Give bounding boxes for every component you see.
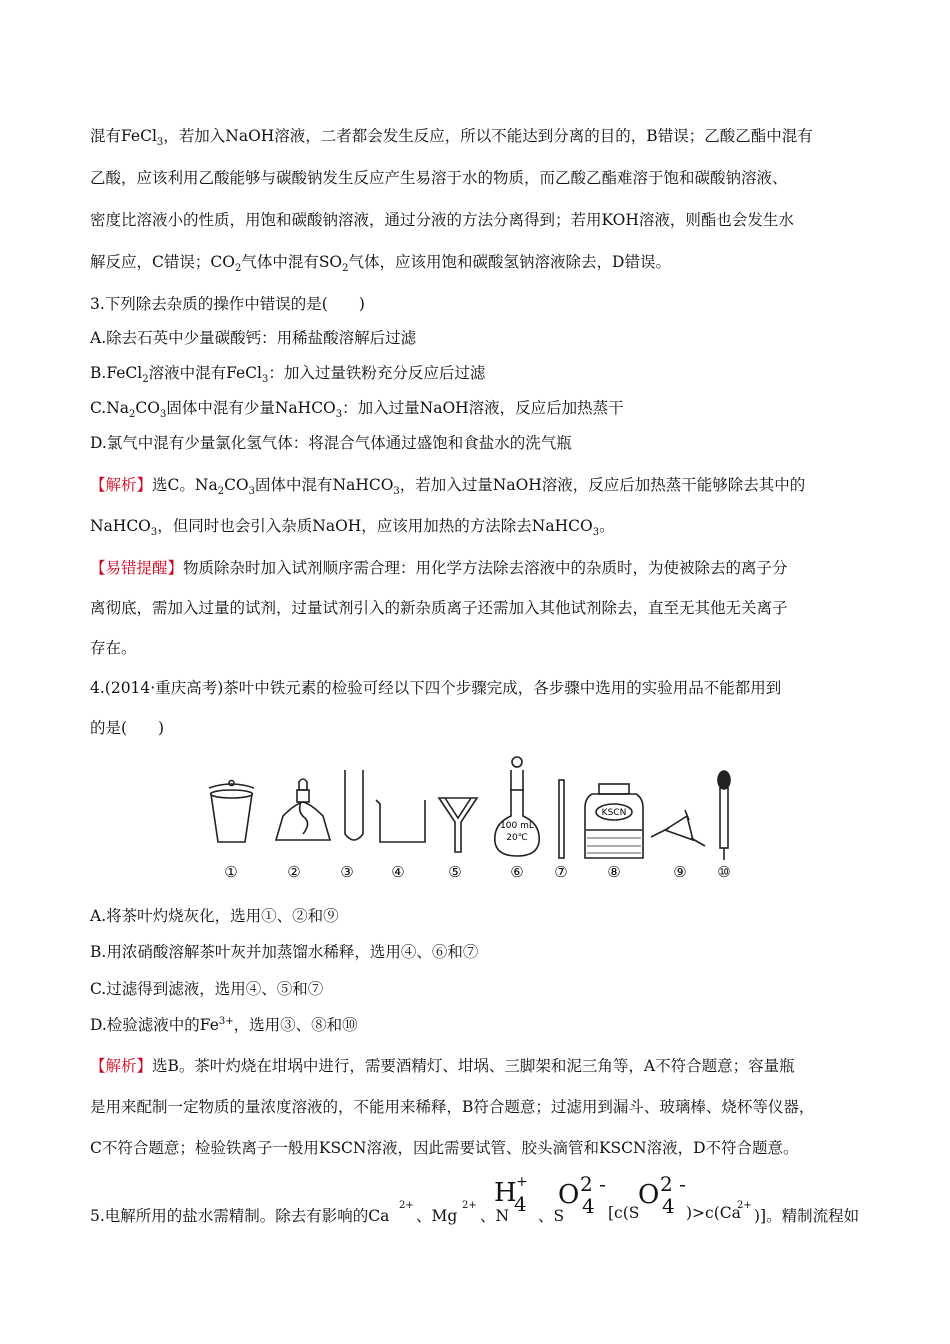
q3-analysis-line-2: NaHCO$_3$，但同时也会引入杂质NaOH，应该用加热的方法除去NaHCO$_3$。 <box>90 517 615 539</box>
q3-option-a: A.除去石英中少量碳酸钙：用稀盐酸溶解后过滤 <box>90 329 417 347</box>
crucible-icon <box>209 781 254 843</box>
figure-label-3: ③ <box>340 863 354 880</box>
beaker-icon <box>376 800 425 842</box>
alcohol-lamp-icon <box>276 779 330 840</box>
figure-label-10: ⑩ <box>717 863 731 880</box>
q4-analysis-line-2: 是用来配制一定物质的量浓度溶液的，不能用来稀释，B符合题意；过滤用到漏斗、玻璃棒、烧杯等仪器， <box>90 1098 815 1116</box>
clay-triangle-icon <box>651 810 705 846</box>
q3-option-c: $C.Na_2CO_3$固体中混有少量NaHCO$_3$：加入过量NaOH溶液，反应后加热蒸干 <box>90 399 624 421</box>
q3-option-b: B.FeCl$_2$溶液中混有FeCl$_3$：加入过量铁粉充分反应后过滤 <box>90 364 486 386</box>
q3-tip-line-3: 存在。 <box>90 639 137 657</box>
q5-stem: 5.电解所用的盐水需精制。除去有影响的Ca 2+ 、Mg 2+ 、N H + 4 、S O 2 - 4 [c(S O 2 - 4 )>c(Ca 2+ )]。精制流程如 <box>90 1172 860 1225</box>
q3-tip-line-1: 【易错提醒】物质除杂时加入试剂顺序需合理：用化学方法除去溶液中的杂质时，为使被除去的离子分 <box>90 559 788 577</box>
q4-option-d: D.检验滤液中的$Fe^{3+}$，选用③、⑧和⑩ <box>90 1015 358 1034</box>
reagent-bottle-icon <box>585 784 643 858</box>
figure-label-2: ② <box>287 863 301 880</box>
dropper-icon <box>718 771 730 860</box>
q3-stem: 3.下列除去杂质的操作中错误的是( ) <box>90 295 365 313</box>
figure-label-8: ⑧ <box>607 863 621 880</box>
q4-analysis-line-1: 【解析】选B。茶叶灼烧在坩埚中进行，需要酒精灯、坩埚、三脚架和泥三角等，A不符合题意；容量瓶 <box>90 1057 795 1075</box>
glass-rod-icon <box>559 780 564 858</box>
figure-label-7: ⑦ <box>554 863 568 880</box>
figure-label-5: ⑤ <box>448 863 462 880</box>
q3-tip-line-2: 离彻底，需加入过量的试剂，过量试剂引入的新杂质离子还需加入其他试剂除去，直至无其他无关离子 <box>90 599 788 617</box>
lab-equipment-figure <box>195 750 755 880</box>
prev-analysis-line-2: 乙酸，应该利用乙酸能够与碳酸钠发生反应产生易溶于水的物质，而乙酸乙酯难溶于饱和碳酸钠溶液、 <box>90 169 788 187</box>
analysis-tag: 【解析】 <box>90 476 153 494</box>
prev-analysis-line-1: 混有FeCl$_3$，若加入NaOH溶液，二者都会发生反应，所以不能达到分离的目的，B错误；乙酸乙酯中混有 <box>90 127 813 149</box>
q4-analysis-line-3: C不符合题意；检验铁离子一般用KSCN溶液，因此需要试管、胶头滴管和KSCN溶液，D不符合题意。 <box>90 1139 799 1157</box>
funnel-icon <box>439 798 477 852</box>
figure-label-6: ⑥ <box>510 863 524 880</box>
q4-stem-line-2: 的是( ) <box>90 719 165 737</box>
bottle-label: KSCN <box>601 808 627 818</box>
analysis-tag: 【解析】 <box>90 1057 153 1075</box>
figure-label-1: ① <box>224 863 238 880</box>
figure-label-4: ④ <box>391 863 405 880</box>
prev-analysis-line-4: 解反应，C错误；$CO_2$气体中混有$SO_2$气体，应该用饱和碳酸氢钠溶液除去，D错误。 <box>90 253 671 275</box>
tip-tag: 【易错提醒】 <box>90 559 184 577</box>
q4-stem-line-1: 4.(2014·重庆高考)茶叶中铁元素的检验可经以下四个步骤完成，各步骤中选用的实验用品不能都用到 <box>90 679 782 697</box>
q4-option-c: C.过滤得到滤液，选用④、⑤和⑦ <box>90 980 324 998</box>
figure-label-9: ⑨ <box>673 863 687 880</box>
prev-analysis-line-3: 密度比溶液小的性质，用饱和碳酸钠溶液，通过分液的方法分离得到；若用KOH溶液，则酯也会发生水 <box>90 211 794 229</box>
q4-option-b: B.用浓硝酸溶解茶叶灰并加蒸馏水稀释，选用④、⑥和⑦ <box>90 943 479 961</box>
flask-volume-label: 100 mL <box>500 821 534 831</box>
q4-option-a: A.将茶叶灼烧灰化，选用①、②和⑨ <box>90 907 339 925</box>
q3-option-d: D.氯气中混有少量氯化氢气体：将混合气体通过盛饱和食盐水的洗气瓶 <box>90 434 572 452</box>
flask-temp-label: 20℃ <box>506 833 528 843</box>
q3-analysis-line-1: 【解析】选C。$Na_2CO_3$固体中混有NaHCO$_3$，若加入过量NaOH溶液，反应后加热蒸干能够除去其中的 <box>90 476 806 498</box>
test-tube-icon <box>345 770 363 840</box>
